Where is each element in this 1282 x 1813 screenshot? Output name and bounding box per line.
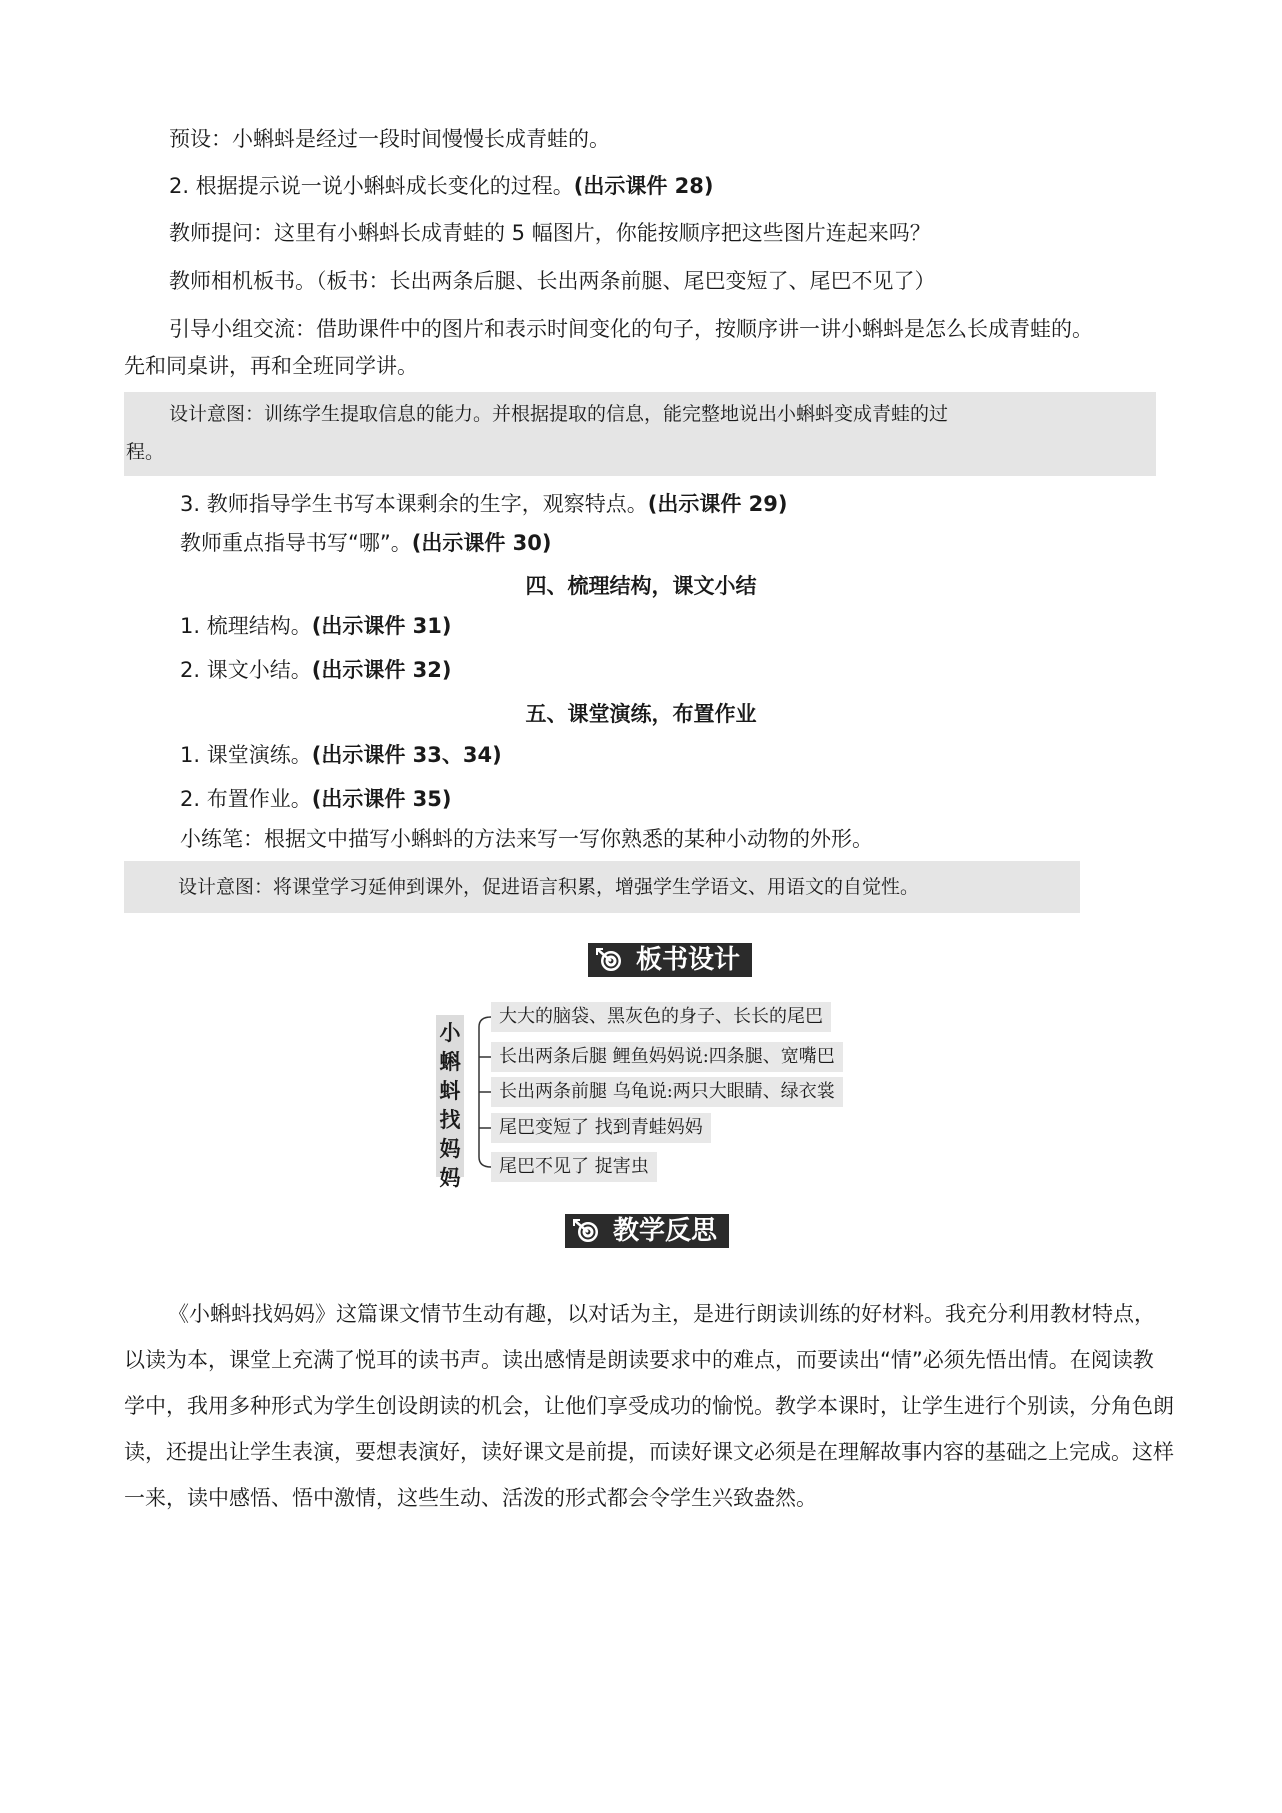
s5-item2-text: 2. 布置作业。	[180, 787, 312, 811]
board-title: 小 蝌 蚪 找 妈 妈	[436, 1015, 464, 1177]
step3-text: 3. 教师指导学生书写本课剩余的生字，观察特点。	[180, 492, 648, 516]
design-intent-box-1	[124, 392, 1156, 476]
s5-item2-courseware: (出示课件 35)	[311, 787, 452, 811]
s4-item2-courseware: (出示课件 32)	[311, 658, 452, 682]
reflection-banner-label: 教学反思	[613, 1216, 718, 1246]
s4-item1-text: 1. 梳理结构。	[180, 614, 312, 638]
section4-heading: 四、梳理结构，课文小结	[525, 574, 757, 598]
focus-line	[180, 528, 552, 558]
s5-item1-courseware: (出示课件 33、34)	[311, 743, 502, 767]
preset-line: 预设：小蝌蚪是经过一段时间慢慢长成青蛙的。	[169, 127, 610, 151]
target-icon	[594, 946, 628, 974]
reflection-banner	[565, 1214, 729, 1248]
section5-heading: 五、课堂演练，布置作业	[525, 702, 757, 726]
board-item: 尾巴变短了 找到青蛙妈妈	[491, 1113, 711, 1143]
step2-text: 2. 根据提示说一说小蝌蚪成长变化的过程。	[169, 174, 574, 198]
design-intent-box-2	[124, 861, 1080, 913]
focus-courseware: (出示课件 30)	[411, 531, 552, 555]
board-item: 长出两条前腿 乌龟说:两只大眼睛、绿衣裳	[491, 1077, 843, 1107]
s5-item1	[180, 740, 502, 770]
group-line-2: 先和同桌讲，再和全班同学讲。	[124, 354, 418, 378]
focus-text: 教师重点指导书写“哪”。	[180, 531, 412, 555]
step3-courseware: (出示课件 29)	[647, 492, 788, 516]
board-item: 长出两条后腿 鲤鱼妈妈说:四条腿、宽嘴巴	[491, 1042, 843, 1072]
s4-item2	[180, 655, 451, 685]
board-design-banner	[588, 943, 752, 977]
board-bracket	[462, 1000, 494, 1180]
group-line-1: 引导小组交流：借助课件中的图片和表示时间变化的句子，按顺序讲一讲小蝌蚪是怎么长成青蛙的。	[169, 317, 1093, 341]
teacher-board-line: 教师相机板书。（板书：长出两条后腿、长出两条前腿、尾巴变短了、尾巴不见了）	[169, 269, 936, 293]
s4-item1	[180, 611, 451, 641]
teacher-question-line: 教师提问：这里有小蝌蚪长成青蛙的 5 幅图片，你能按顺序把这些图片连起来吗？	[169, 221, 931, 245]
board-design-banner-label: 板书设计	[636, 945, 741, 975]
target-icon	[571, 1217, 605, 1245]
board-item: 大大的脑袋、黑灰色的身子、长长的尾巴	[491, 1002, 831, 1032]
board-item: 尾巴不见了 捉害虫	[491, 1152, 657, 1182]
design-intent-1-line1: 设计意图：训练学生提取信息的能力。并根据提取的信息，能完整地说出小蝌蚪变成青蛙的过	[169, 403, 949, 425]
s5-item1-text: 1. 课堂演练。	[180, 743, 312, 767]
step2-line	[169, 171, 713, 201]
s4-item1-courseware: (出示课件 31)	[311, 614, 452, 638]
practice-line: 小练笔：根据文中描写小蝌蚪的方法来写一写你熟悉的某种小动物的外形。	[180, 827, 873, 851]
design-intent-2-text: 设计意图：将课堂学习延伸到课外，促进语言积累，增强学生学语文、用语文的自觉性。	[178, 876, 920, 898]
reflection-text: 《小蝌蚪找妈妈》这篇课文情节生动有趣，以对话为主，是进行朗读训练的好材料。我充分利用教材特点，以读为本，课堂上充满了悦耳的读书声。读出感情是朗读要求中的难点，而要读出“情”必须先悟出情。在阅读教学中，我用多种形式为学生创设朗读的机会，让他们享受成功的愉悦。教学本课时，让学生进行个别读，分角色朗读，还提出让学生表演，要想表演好，读好课文是前提，而读好课文必须是在理解故事内容的基础之上完成。这样一来，读中感悟、悟中激情，这些生动、活泼的形式都会令学生兴致盎然。	[124, 1302, 1174, 1510]
step2-courseware: (出示课件 28)	[573, 174, 714, 198]
s5-item2	[180, 784, 451, 814]
s4-item2-text: 2. 课文小结。	[180, 658, 312, 682]
design-intent-1-line2: 程。	[126, 441, 165, 463]
step3-line	[180, 489, 787, 519]
